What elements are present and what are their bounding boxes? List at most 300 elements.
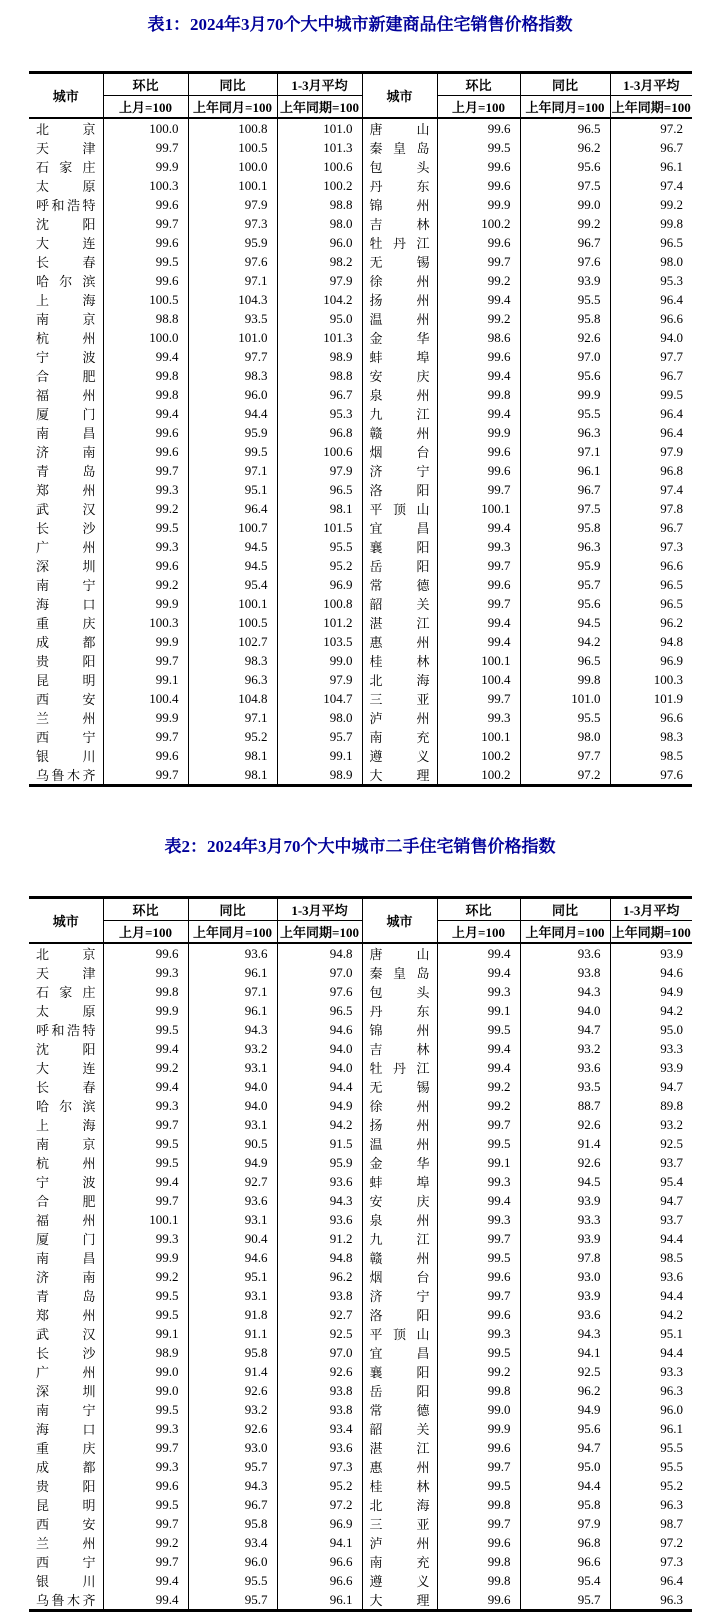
value-cell: 95.9 [188, 233, 277, 252]
city-cell: 襄阳 [362, 1362, 437, 1381]
value-cell: 99.5 [188, 442, 277, 461]
city-cell: 无锡 [362, 252, 437, 271]
value-cell: 96.7 [520, 480, 610, 499]
second-hand-section [0, 835, 720, 1612]
table-row [29, 423, 692, 442]
value-cell: 97.2 [520, 765, 610, 786]
value-cell: 93.9 [610, 943, 692, 963]
city-cell: 沈阳 [36, 217, 96, 232]
value-cell: 93.3 [610, 1039, 692, 1058]
city-cell: 丹东 [362, 176, 437, 195]
value-cell: 100.1 [437, 651, 520, 670]
table-row [29, 233, 692, 252]
value-cell: 96.7 [188, 1495, 277, 1514]
value-cell: 95.0 [277, 309, 362, 328]
value-cell: 98.2 [277, 252, 362, 271]
table-row [29, 1020, 692, 1039]
value-cell: 96.5 [520, 651, 610, 670]
table-row [29, 480, 692, 499]
value-cell: 97.7 [188, 347, 277, 366]
city-cell: 上海 [36, 1118, 96, 1133]
table-row [29, 366, 692, 385]
city-cell: 扬州 [362, 290, 437, 309]
table-row [29, 461, 692, 480]
table-row [29, 1001, 692, 1020]
value-cell: 99.9 [437, 195, 520, 214]
table-row [29, 271, 692, 290]
value-cell: 99.5 [103, 518, 188, 537]
city-cell: 乌鲁木齐 [36, 768, 96, 783]
city-cell: 昆明 [36, 1498, 96, 1513]
value-cell: 95.1 [610, 1324, 692, 1343]
value-cell: 98.3 [188, 651, 277, 670]
value-cell: 95.9 [277, 1153, 362, 1172]
value-cell: 99.9 [437, 1419, 520, 1438]
value-cell: 99.6 [103, 556, 188, 575]
value-cell: 96.2 [277, 1267, 362, 1286]
table-row [29, 537, 692, 556]
value-cell: 99.6 [437, 118, 520, 138]
value-cell: 97.5 [520, 176, 610, 195]
value-cell: 98.9 [277, 765, 362, 786]
col-header-mom-left: 环比 [103, 898, 188, 921]
col-header-city-left: 城市 [29, 73, 103, 119]
value-cell: 95.6 [520, 157, 610, 176]
value-cell: 101.0 [188, 328, 277, 347]
value-cell: 104.7 [277, 689, 362, 708]
value-cell: 100.3 [610, 670, 692, 689]
col-header-city-right: 城市 [362, 898, 437, 944]
table-row [29, 1438, 692, 1457]
table-row [29, 1286, 692, 1305]
value-cell: 95.3 [277, 404, 362, 423]
city-cell: 福州 [36, 388, 96, 403]
col-header-yoy-base-left: 上年同月=100 [188, 96, 277, 119]
value-cell: 97.2 [277, 1495, 362, 1514]
value-cell: 99.9 [103, 708, 188, 727]
value-cell: 99.6 [437, 233, 520, 252]
city-cell: 三亚 [362, 1514, 437, 1533]
value-cell: 94.7 [520, 1020, 610, 1039]
value-cell: 94.8 [277, 1248, 362, 1267]
value-cell: 100.3 [103, 613, 188, 632]
value-cell: 92.6 [520, 1115, 610, 1134]
table-row [29, 252, 692, 271]
value-cell: 94.4 [277, 1077, 362, 1096]
value-cell: 100.1 [437, 727, 520, 746]
value-cell: 99.9 [520, 385, 610, 404]
value-cell: 97.3 [277, 1457, 362, 1476]
value-cell: 93.7 [610, 1210, 692, 1229]
value-cell: 99.6 [437, 176, 520, 195]
value-cell: 97.9 [610, 442, 692, 461]
table-row [29, 1324, 692, 1343]
value-cell: 93.8 [277, 1286, 362, 1305]
value-cell: 99.2 [103, 1533, 188, 1552]
value-cell: 95.7 [520, 575, 610, 594]
value-cell: 99.7 [437, 1286, 520, 1305]
value-cell: 99.4 [437, 632, 520, 651]
value-cell: 99.5 [437, 1343, 520, 1362]
city-cell: 深圳 [36, 1384, 96, 1399]
city-cell: 北京 [36, 122, 96, 137]
value-cell: 93.7 [610, 1153, 692, 1172]
city-cell: 唐山 [362, 943, 437, 963]
value-cell: 99.4 [437, 1058, 520, 1077]
city-cell: 包头 [362, 982, 437, 1001]
value-cell: 98.1 [188, 746, 277, 765]
value-cell: 95.5 [610, 1457, 692, 1476]
city-cell: 青岛 [36, 464, 96, 479]
col-header-mom-base-left: 上月=100 [103, 96, 188, 119]
value-cell: 100.2 [437, 746, 520, 765]
value-cell: 99.4 [437, 290, 520, 309]
table-row [29, 689, 692, 708]
city-cell: 宁波 [36, 1175, 96, 1190]
value-cell: 94.3 [277, 1191, 362, 1210]
value-cell: 94.2 [520, 632, 610, 651]
city-cell: 太原 [36, 1004, 96, 1019]
value-cell: 93.6 [277, 1438, 362, 1457]
value-cell: 96.1 [188, 1001, 277, 1020]
value-cell: 96.1 [610, 1419, 692, 1438]
value-cell: 95.2 [610, 1476, 692, 1495]
value-cell: 96.1 [188, 963, 277, 982]
value-cell: 99.6 [437, 461, 520, 480]
city-cell: 泉州 [362, 1210, 437, 1229]
table-row [29, 157, 692, 176]
city-cell: 海口 [36, 1422, 96, 1437]
value-cell: 99.6 [103, 423, 188, 442]
value-cell: 95.9 [520, 556, 610, 575]
value-cell: 93.6 [188, 1191, 277, 1210]
value-cell: 94.0 [188, 1077, 277, 1096]
value-cell: 99.5 [103, 1400, 188, 1419]
value-cell: 94.0 [520, 1001, 610, 1020]
value-cell: 99.6 [437, 347, 520, 366]
value-cell: 100.2 [277, 176, 362, 195]
value-cell: 99.9 [103, 1001, 188, 1020]
col-header-yoy-left: 同比 [188, 73, 277, 96]
value-cell: 91.1 [188, 1324, 277, 1343]
value-cell: 99.8 [520, 670, 610, 689]
city-cell: 洛阳 [362, 1305, 437, 1324]
value-cell: 93.6 [520, 943, 610, 963]
city-cell: 平顶山 [362, 499, 437, 518]
value-cell: 94.3 [520, 982, 610, 1001]
table-row [29, 309, 692, 328]
value-cell: 99.6 [103, 943, 188, 963]
value-cell: 99.3 [437, 1210, 520, 1229]
table-row [29, 613, 692, 632]
second-hand-price-index-table [29, 896, 692, 1612]
table-row [29, 575, 692, 594]
value-cell: 99.3 [437, 708, 520, 727]
value-cell: 92.6 [188, 1419, 277, 1438]
city-cell: 哈尔滨 [36, 274, 96, 289]
value-cell: 96.7 [610, 366, 692, 385]
col-header-avg-base-right: 上年同期=100 [610, 96, 692, 119]
city-cell: 常德 [362, 575, 437, 594]
value-cell: 99.3 [103, 1457, 188, 1476]
value-cell: 91.4 [188, 1362, 277, 1381]
city-cell: 福州 [36, 1213, 96, 1228]
value-cell: 99.8 [103, 982, 188, 1001]
value-cell: 95.7 [520, 1590, 610, 1611]
value-cell: 97.7 [520, 746, 610, 765]
city-cell: 哈尔滨 [36, 1099, 96, 1114]
value-cell: 96.6 [610, 556, 692, 575]
new-homes-section [0, 13, 720, 787]
table-row [29, 1134, 692, 1153]
value-cell: 99.6 [103, 442, 188, 461]
value-cell: 99.1 [277, 746, 362, 765]
value-cell: 95.4 [610, 1172, 692, 1191]
city-cell: 石家庄 [36, 985, 96, 1000]
value-cell: 99.9 [103, 632, 188, 651]
value-cell: 95.7 [188, 1457, 277, 1476]
value-cell: 100.4 [437, 670, 520, 689]
city-cell: 包头 [362, 157, 437, 176]
value-cell: 104.8 [188, 689, 277, 708]
value-cell: 94.3 [188, 1020, 277, 1039]
col-header-avg-left: 1-3月平均 [277, 73, 362, 96]
value-cell: 99.5 [103, 1153, 188, 1172]
value-cell: 99.7 [437, 1514, 520, 1533]
value-cell: 99.7 [437, 1229, 520, 1248]
table-row [29, 442, 692, 461]
value-cell: 96.5 [610, 575, 692, 594]
city-cell: 南昌 [36, 426, 96, 441]
value-cell: 99.6 [437, 1438, 520, 1457]
city-cell: 深圳 [36, 559, 96, 574]
value-cell: 99.6 [437, 1305, 520, 1324]
city-cell: 惠州 [362, 632, 437, 651]
value-cell: 99.5 [103, 1286, 188, 1305]
value-cell: 94.4 [610, 1343, 692, 1362]
value-cell: 98.0 [610, 252, 692, 271]
value-cell: 93.4 [277, 1419, 362, 1438]
value-cell: 93.9 [520, 1191, 610, 1210]
value-cell: 92.6 [277, 1362, 362, 1381]
value-cell: 99.7 [103, 461, 188, 480]
city-cell: 无锡 [362, 1077, 437, 1096]
value-cell: 96.6 [610, 309, 692, 328]
city-cell: 泸州 [362, 1533, 437, 1552]
city-cell: 天津 [36, 141, 96, 156]
table-row [29, 1495, 692, 1514]
value-cell: 99.3 [103, 1419, 188, 1438]
value-cell: 95.0 [610, 1020, 692, 1039]
city-cell: 蚌埠 [362, 347, 437, 366]
city-cell: 温州 [362, 309, 437, 328]
table-row [29, 632, 692, 651]
value-cell: 104.3 [188, 290, 277, 309]
value-cell: 96.4 [610, 290, 692, 309]
table-row [29, 1153, 692, 1172]
new-homes-price-index-table [29, 71, 692, 787]
value-cell: 97.6 [610, 765, 692, 786]
value-cell: 99.6 [103, 271, 188, 290]
value-cell: 99.8 [437, 1552, 520, 1571]
value-cell: 100.1 [188, 594, 277, 613]
city-cell: 南充 [362, 1552, 437, 1571]
city-cell: 赣州 [362, 423, 437, 442]
table-row [29, 1419, 692, 1438]
value-cell: 93.1 [188, 1210, 277, 1229]
value-cell: 91.4 [520, 1134, 610, 1153]
table-row [29, 1590, 692, 1611]
value-cell: 96.0 [277, 233, 362, 252]
city-cell: 厦门 [36, 1232, 96, 1247]
value-cell: 94.6 [610, 963, 692, 982]
value-cell: 94.4 [610, 1286, 692, 1305]
value-cell: 99.6 [437, 1590, 520, 1611]
table-row [29, 963, 692, 982]
value-cell: 101.3 [277, 138, 362, 157]
value-cell: 96.5 [610, 594, 692, 613]
city-cell: 桂林 [362, 651, 437, 670]
value-cell: 98.5 [610, 746, 692, 765]
table-row [29, 746, 692, 765]
value-cell: 93.3 [520, 1210, 610, 1229]
value-cell: 97.3 [610, 1552, 692, 1571]
value-cell: 92.5 [610, 1134, 692, 1153]
table-row [29, 518, 692, 537]
value-cell: 99.4 [437, 963, 520, 982]
table-row [29, 1172, 692, 1191]
table-row [29, 347, 692, 366]
city-cell: 贵阳 [36, 654, 96, 669]
value-cell: 94.4 [610, 1229, 692, 1248]
table-row [29, 1229, 692, 1248]
value-cell: 100.5 [103, 290, 188, 309]
value-cell: 99.7 [437, 1457, 520, 1476]
city-cell: 济宁 [362, 1286, 437, 1305]
value-cell: 98.7 [610, 1514, 692, 1533]
value-cell: 99.3 [103, 1096, 188, 1115]
table-row [29, 1457, 692, 1476]
table-row [29, 1039, 692, 1058]
value-cell: 96.7 [520, 233, 610, 252]
value-cell: 96.4 [188, 499, 277, 518]
value-cell: 99.2 [103, 1058, 188, 1077]
city-cell: 长春 [36, 1080, 96, 1095]
value-cell: 100.6 [277, 442, 362, 461]
value-cell: 99.7 [103, 1115, 188, 1134]
value-cell: 95.3 [610, 271, 692, 290]
value-cell: 99.5 [437, 1476, 520, 1495]
city-cell: 武汉 [36, 1327, 96, 1342]
value-cell: 99.9 [103, 157, 188, 176]
col-header-avg-right: 1-3月平均 [610, 898, 692, 921]
table-row [29, 1381, 692, 1400]
value-cell: 96.3 [610, 1381, 692, 1400]
value-cell: 99.7 [437, 252, 520, 271]
value-cell: 93.9 [520, 1229, 610, 1248]
city-cell: 长春 [36, 255, 96, 270]
table-row [29, 1552, 692, 1571]
value-cell: 98.8 [277, 195, 362, 214]
city-cell: 遵义 [362, 746, 437, 765]
value-cell: 97.9 [277, 670, 362, 689]
city-cell: 桂林 [362, 1476, 437, 1495]
value-cell: 97.7 [610, 347, 692, 366]
value-cell: 101.0 [520, 689, 610, 708]
value-cell: 94.9 [188, 1153, 277, 1172]
value-cell: 93.1 [188, 1058, 277, 1077]
value-cell: 99.8 [437, 1571, 520, 1590]
value-cell: 96.2 [520, 1381, 610, 1400]
value-cell: 99.4 [103, 1039, 188, 1058]
value-cell: 100.8 [277, 594, 362, 613]
city-cell: 杭州 [36, 1156, 96, 1171]
col-header-mom-left: 环比 [103, 73, 188, 96]
value-cell: 91.5 [277, 1134, 362, 1153]
city-cell: 北海 [362, 1495, 437, 1514]
value-cell: 100.2 [437, 765, 520, 786]
value-cell: 101.3 [277, 328, 362, 347]
value-cell: 100.2 [437, 214, 520, 233]
city-cell: 泉州 [362, 385, 437, 404]
col-header-avg-base-left: 上年同期=100 [277, 921, 362, 944]
value-cell: 99.6 [103, 195, 188, 214]
value-cell: 93.6 [520, 1305, 610, 1324]
value-cell: 99.6 [103, 1476, 188, 1495]
value-cell: 94.2 [610, 1001, 692, 1020]
value-cell: 99.7 [437, 594, 520, 613]
value-cell: 99.4 [103, 404, 188, 423]
value-cell: 97.6 [520, 252, 610, 271]
city-cell: 烟台 [362, 442, 437, 461]
value-cell: 99.5 [103, 1305, 188, 1324]
city-cell: 大理 [362, 1590, 437, 1611]
value-cell: 96.3 [610, 1495, 692, 1514]
value-cell: 99.7 [437, 480, 520, 499]
col-header-yoy-right: 同比 [520, 898, 610, 921]
city-cell: 济南 [36, 1270, 96, 1285]
value-cell: 96.7 [610, 138, 692, 157]
col-header-avg-left: 1-3月平均 [277, 898, 362, 921]
city-cell: 锦州 [362, 195, 437, 214]
city-cell: 九江 [362, 404, 437, 423]
table2-title: 表2：2024年3月70个大中城市二手住宅销售价格指数 [164, 837, 556, 856]
value-cell: 94.9 [520, 1400, 610, 1419]
value-cell: 94.5 [188, 556, 277, 575]
city-cell: 南充 [362, 727, 437, 746]
city-cell: 广州 [36, 1365, 96, 1380]
value-cell: 97.8 [520, 1248, 610, 1267]
value-cell: 99.4 [103, 1172, 188, 1191]
value-cell: 99.7 [103, 1438, 188, 1457]
value-cell: 93.2 [610, 1115, 692, 1134]
value-cell: 95.5 [277, 537, 362, 556]
page [0, 13, 720, 1612]
city-cell: 烟台 [362, 1267, 437, 1286]
value-cell: 96.2 [610, 613, 692, 632]
city-cell: 呼和浩特 [36, 198, 96, 213]
table-row [29, 499, 692, 518]
col-header-yoy-left: 同比 [188, 898, 277, 921]
table-header [29, 73, 692, 119]
city-cell: 湛江 [362, 1438, 437, 1457]
value-cell: 100.7 [188, 518, 277, 537]
table-row [29, 1476, 692, 1495]
city-cell: 岳阳 [362, 1381, 437, 1400]
value-cell: 93.6 [520, 1058, 610, 1077]
value-cell: 96.5 [277, 1001, 362, 1020]
city-cell: 大连 [36, 236, 96, 251]
